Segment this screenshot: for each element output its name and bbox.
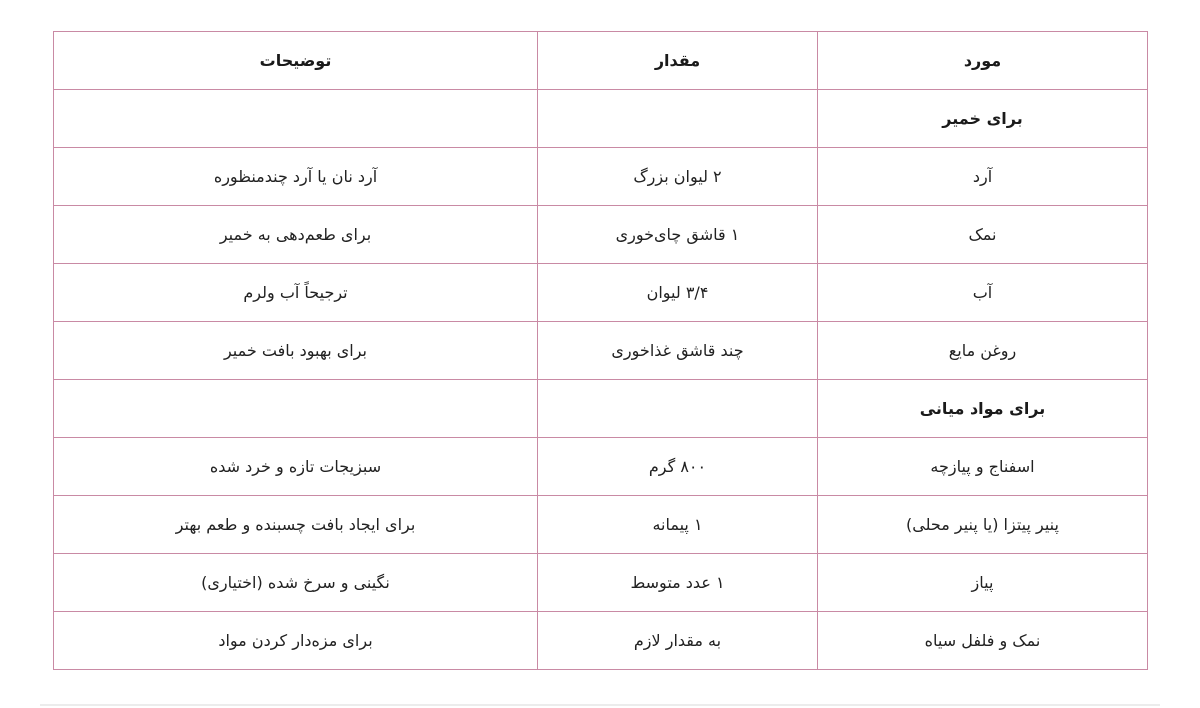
table-row	[54, 496, 1148, 554]
cell-item: روغن مایع	[818, 322, 1148, 380]
table-row-section-filling	[54, 380, 1148, 438]
cell-description: برای بهبود بافت خمیر	[54, 322, 538, 380]
ingredients-table-container	[53, 31, 1147, 670]
cell-item: پنیر پیتزا (یا پنیر محلی)	[818, 496, 1148, 554]
table-row	[54, 206, 1148, 264]
cell-description	[54, 90, 538, 148]
cell-item: آب	[818, 264, 1148, 322]
ingredients-table	[53, 31, 1148, 670]
cell-description	[54, 380, 538, 438]
cell-description: برای طعم‌دهی به خمیر	[54, 206, 538, 264]
cell-item: نمک و فلفل سیاه	[818, 612, 1148, 670]
cell-item: پیاز	[818, 554, 1148, 612]
cell-amount: به مقدار لازم	[538, 612, 818, 670]
section-title: برای مواد میانی	[818, 380, 1148, 438]
cell-amount: ۱ پیمانه	[538, 496, 818, 554]
table-row	[54, 554, 1148, 612]
page-divider	[40, 704, 1160, 706]
table-row-section-dough	[54, 90, 1148, 148]
table-row	[54, 612, 1148, 670]
cell-description: آرد نان یا آرد چندمنظوره	[54, 148, 538, 206]
cell-amount: ۲ لیوان بزرگ	[538, 148, 818, 206]
cell-description: ترجیحاً آب ولرم	[54, 264, 538, 322]
cell-description: نگینی و سرخ شده (اختیاری)	[54, 554, 538, 612]
cell-description: برای مزه‌دار کردن مواد	[54, 612, 538, 670]
header-amount: مقدار	[538, 32, 818, 90]
header-description: توضیحات	[54, 32, 538, 90]
table-row	[54, 148, 1148, 206]
cell-item: نمک	[818, 206, 1148, 264]
cell-description: برای ایجاد بافت چسبنده و طعم بهتر	[54, 496, 538, 554]
cell-description: سبزیجات تازه و خرد شده	[54, 438, 538, 496]
header-item: مورد	[818, 32, 1148, 90]
section-title: برای خمیر	[818, 90, 1148, 148]
cell-item: آرد	[818, 148, 1148, 206]
table-header-row	[54, 32, 1148, 90]
cell-amount: ۱ قاشق چای‌خوری	[538, 206, 818, 264]
table-row	[54, 438, 1148, 496]
cell-item: اسفناج و پیازچه	[818, 438, 1148, 496]
cell-amount	[538, 380, 818, 438]
cell-amount: ۸۰۰ گرم	[538, 438, 818, 496]
cell-amount	[538, 90, 818, 148]
cell-amount: ۳/۴ لیوان	[538, 264, 818, 322]
table-row	[54, 322, 1148, 380]
table-row	[54, 264, 1148, 322]
cell-amount: ۱ عدد متوسط	[538, 554, 818, 612]
cell-amount: چند قاشق غذاخوری	[538, 322, 818, 380]
